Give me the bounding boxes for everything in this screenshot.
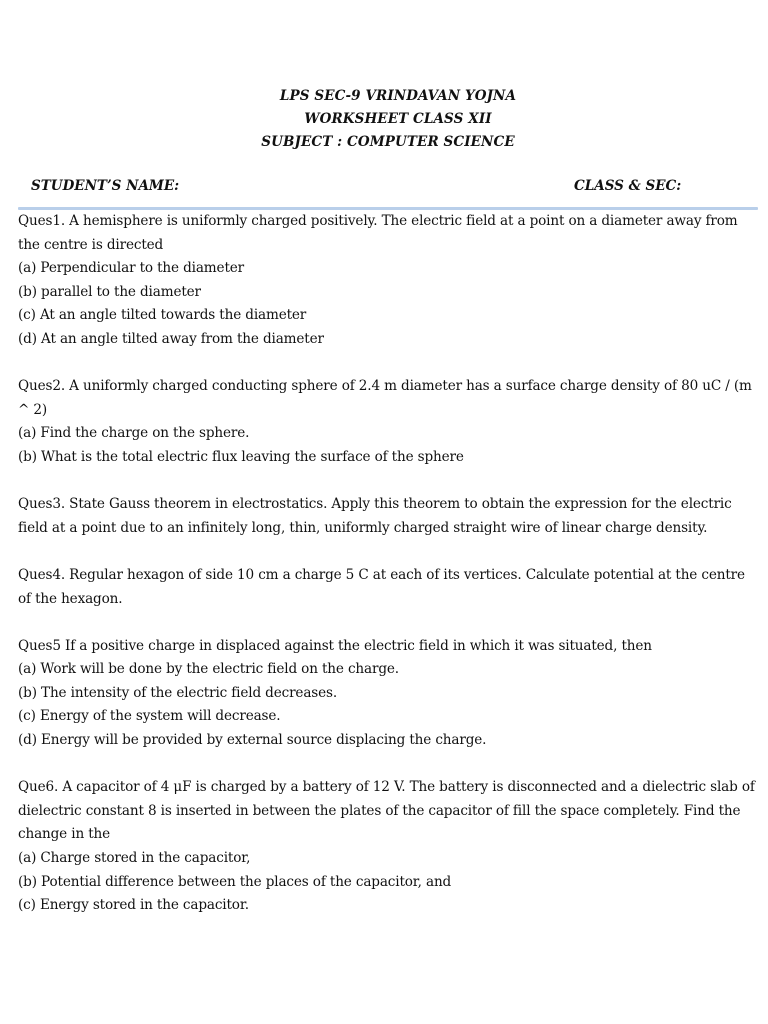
question-option: (b) What is the total electric flux leaving the surface of the sphere — [18, 448, 464, 465]
question-option: (b) The intensity of the electric field decreases. — [18, 684, 338, 701]
school-name: LPS SEC-9 VRINDAVAN YOJNA — [279, 88, 517, 104]
question-option: (a) Perpendicular to the diameter — [18, 260, 244, 277]
question-stem: Ques1. A hemisphere is uniformly charged positively. The electric field at a point on a diameter away from the centre is directed — [18, 213, 738, 253]
question-stem: Ques5 If a positive charge in displaced against the electric field in which it was situated, then — [18, 637, 652, 654]
question-5 — [18, 635, 758, 753]
question-option: (a) Charge stored in the capacitor, — [18, 850, 251, 867]
question-option: (d) At an angle tilted away from the diameter — [18, 330, 324, 347]
question-option: (a) Find the charge on the sphere. — [18, 425, 250, 442]
question-2 — [18, 375, 758, 469]
question-stem: Que6. A capacitor of 4 μF is charged by a battery of 12 V. The battery is disconnected and a dielectric slab of dielectric constant 8 is inserted in between the plates of the capacitor of fill the space completely. Find the change in the — [18, 779, 755, 843]
worksheet-title: WORKSHEET CLASS XII — [304, 111, 492, 127]
question-option: (c) Energy of the system will decrease. — [18, 708, 281, 725]
question-6 — [18, 776, 758, 918]
question-option: (b) Potential difference between the places of the capacitor, and — [18, 873, 452, 890]
student-name-label: STUDENT’S NAME: — [31, 178, 180, 194]
question-stem: Ques4. Regular hexagon of side 10 cm a charge 5 C at each of its vertices. Calculate potential at the centre of the hexagon. — [18, 566, 745, 607]
question-3 — [18, 493, 758, 540]
question-option: (c) Energy stored in the capacitor. — [18, 897, 249, 914]
question-list — [18, 210, 758, 941]
question-stem: Ques3. State Gauss theorem in electrostatics. Apply this theorem to obtain the expression for the electric field at a point due to an infinitely long, thin, uniformly charged straight wire of linear charge density. — [18, 496, 732, 536]
question-option: (d) Energy will be provided by external source displacing the charge. — [18, 732, 487, 749]
question-option: (c) At an angle tilted towards the diameter — [18, 307, 307, 324]
subject-title: SUBJECT : COMPUTER SCIENCE — [261, 134, 515, 150]
student-info-row — [0, 178, 768, 196]
question-4 — [18, 564, 758, 611]
question-option: (b) parallel to the diameter — [18, 283, 201, 300]
question-stem: Ques2. A uniformly charged conducting sphere of 2.4 m diameter has a surface charge density of 80 uC / (m ^ 2) — [18, 378, 752, 418]
class-section-label: CLASS & SEC: — [574, 178, 682, 194]
question-1 — [18, 210, 758, 352]
question-option: (a) Work will be done by the electric field on the charge. — [18, 661, 399, 678]
